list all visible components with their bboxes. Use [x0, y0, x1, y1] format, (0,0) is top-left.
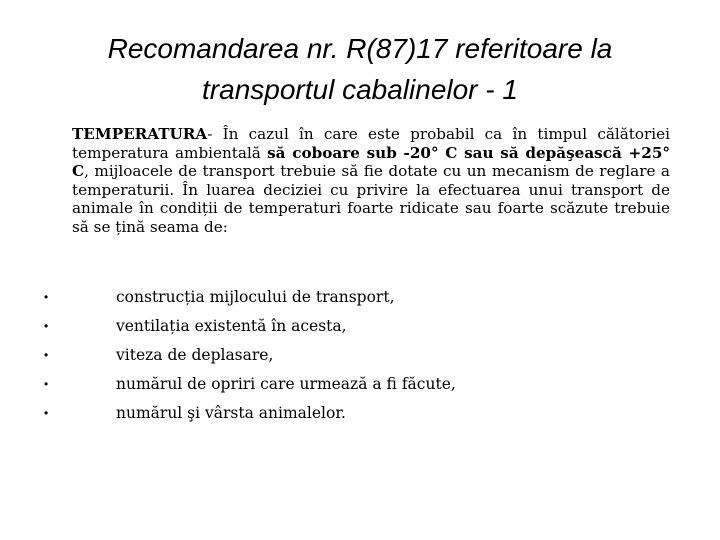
list-item-text: numărul de opriri care urmează a fi făcute,: [116, 375, 456, 393]
list-item: [44, 404, 456, 433]
paragraph-label: TEMPERATURA: [72, 125, 208, 143]
title-line-1: Recomandarea nr. R(87)17 referitoare la: [107, 33, 613, 64]
list-item: [44, 288, 456, 317]
title-line-2: transportul cabalinelor - 1: [202, 74, 518, 105]
list-item: [44, 346, 456, 375]
temperature-paragraph: [72, 125, 670, 237]
list-item-text: ventilația existentă în acesta,: [116, 317, 347, 335]
bullet-icon: •: [44, 406, 49, 420]
list-item-text: numărul şi vârsta animalelor.: [116, 404, 346, 422]
bullet-icon: •: [44, 319, 49, 333]
bullet-icon: •: [44, 348, 49, 362]
paragraph-bold-condition: să coboare sub -20° C sau să depăşească +25° C: [72, 143, 670, 181]
slide-title: [40, 28, 680, 110]
bullet-icon: •: [44, 377, 49, 391]
list-item: [44, 375, 456, 404]
bullet-icon: •: [44, 290, 49, 304]
list-item: [44, 317, 456, 346]
paragraph-text-2: , mijloacele de transport trebuie să fie dotate cu un mecanism de reglare a temperaturii. În luarea deciziei cu privire la efectuarea unui transport de animale în condiții de temperaturi foarte ridicate sau foarte scăzute trebuie să se țină seama de:: [72, 162, 670, 236]
list-item-text: construcția mijlocului de transport,: [116, 288, 395, 306]
considerations-list: [44, 288, 456, 433]
paragraph-text-1: - În cazul în care este probabil ca în timpul călătoriei temperatura ambientală: [72, 125, 670, 162]
list-item-text: viteza de deplasare,: [116, 346, 274, 364]
